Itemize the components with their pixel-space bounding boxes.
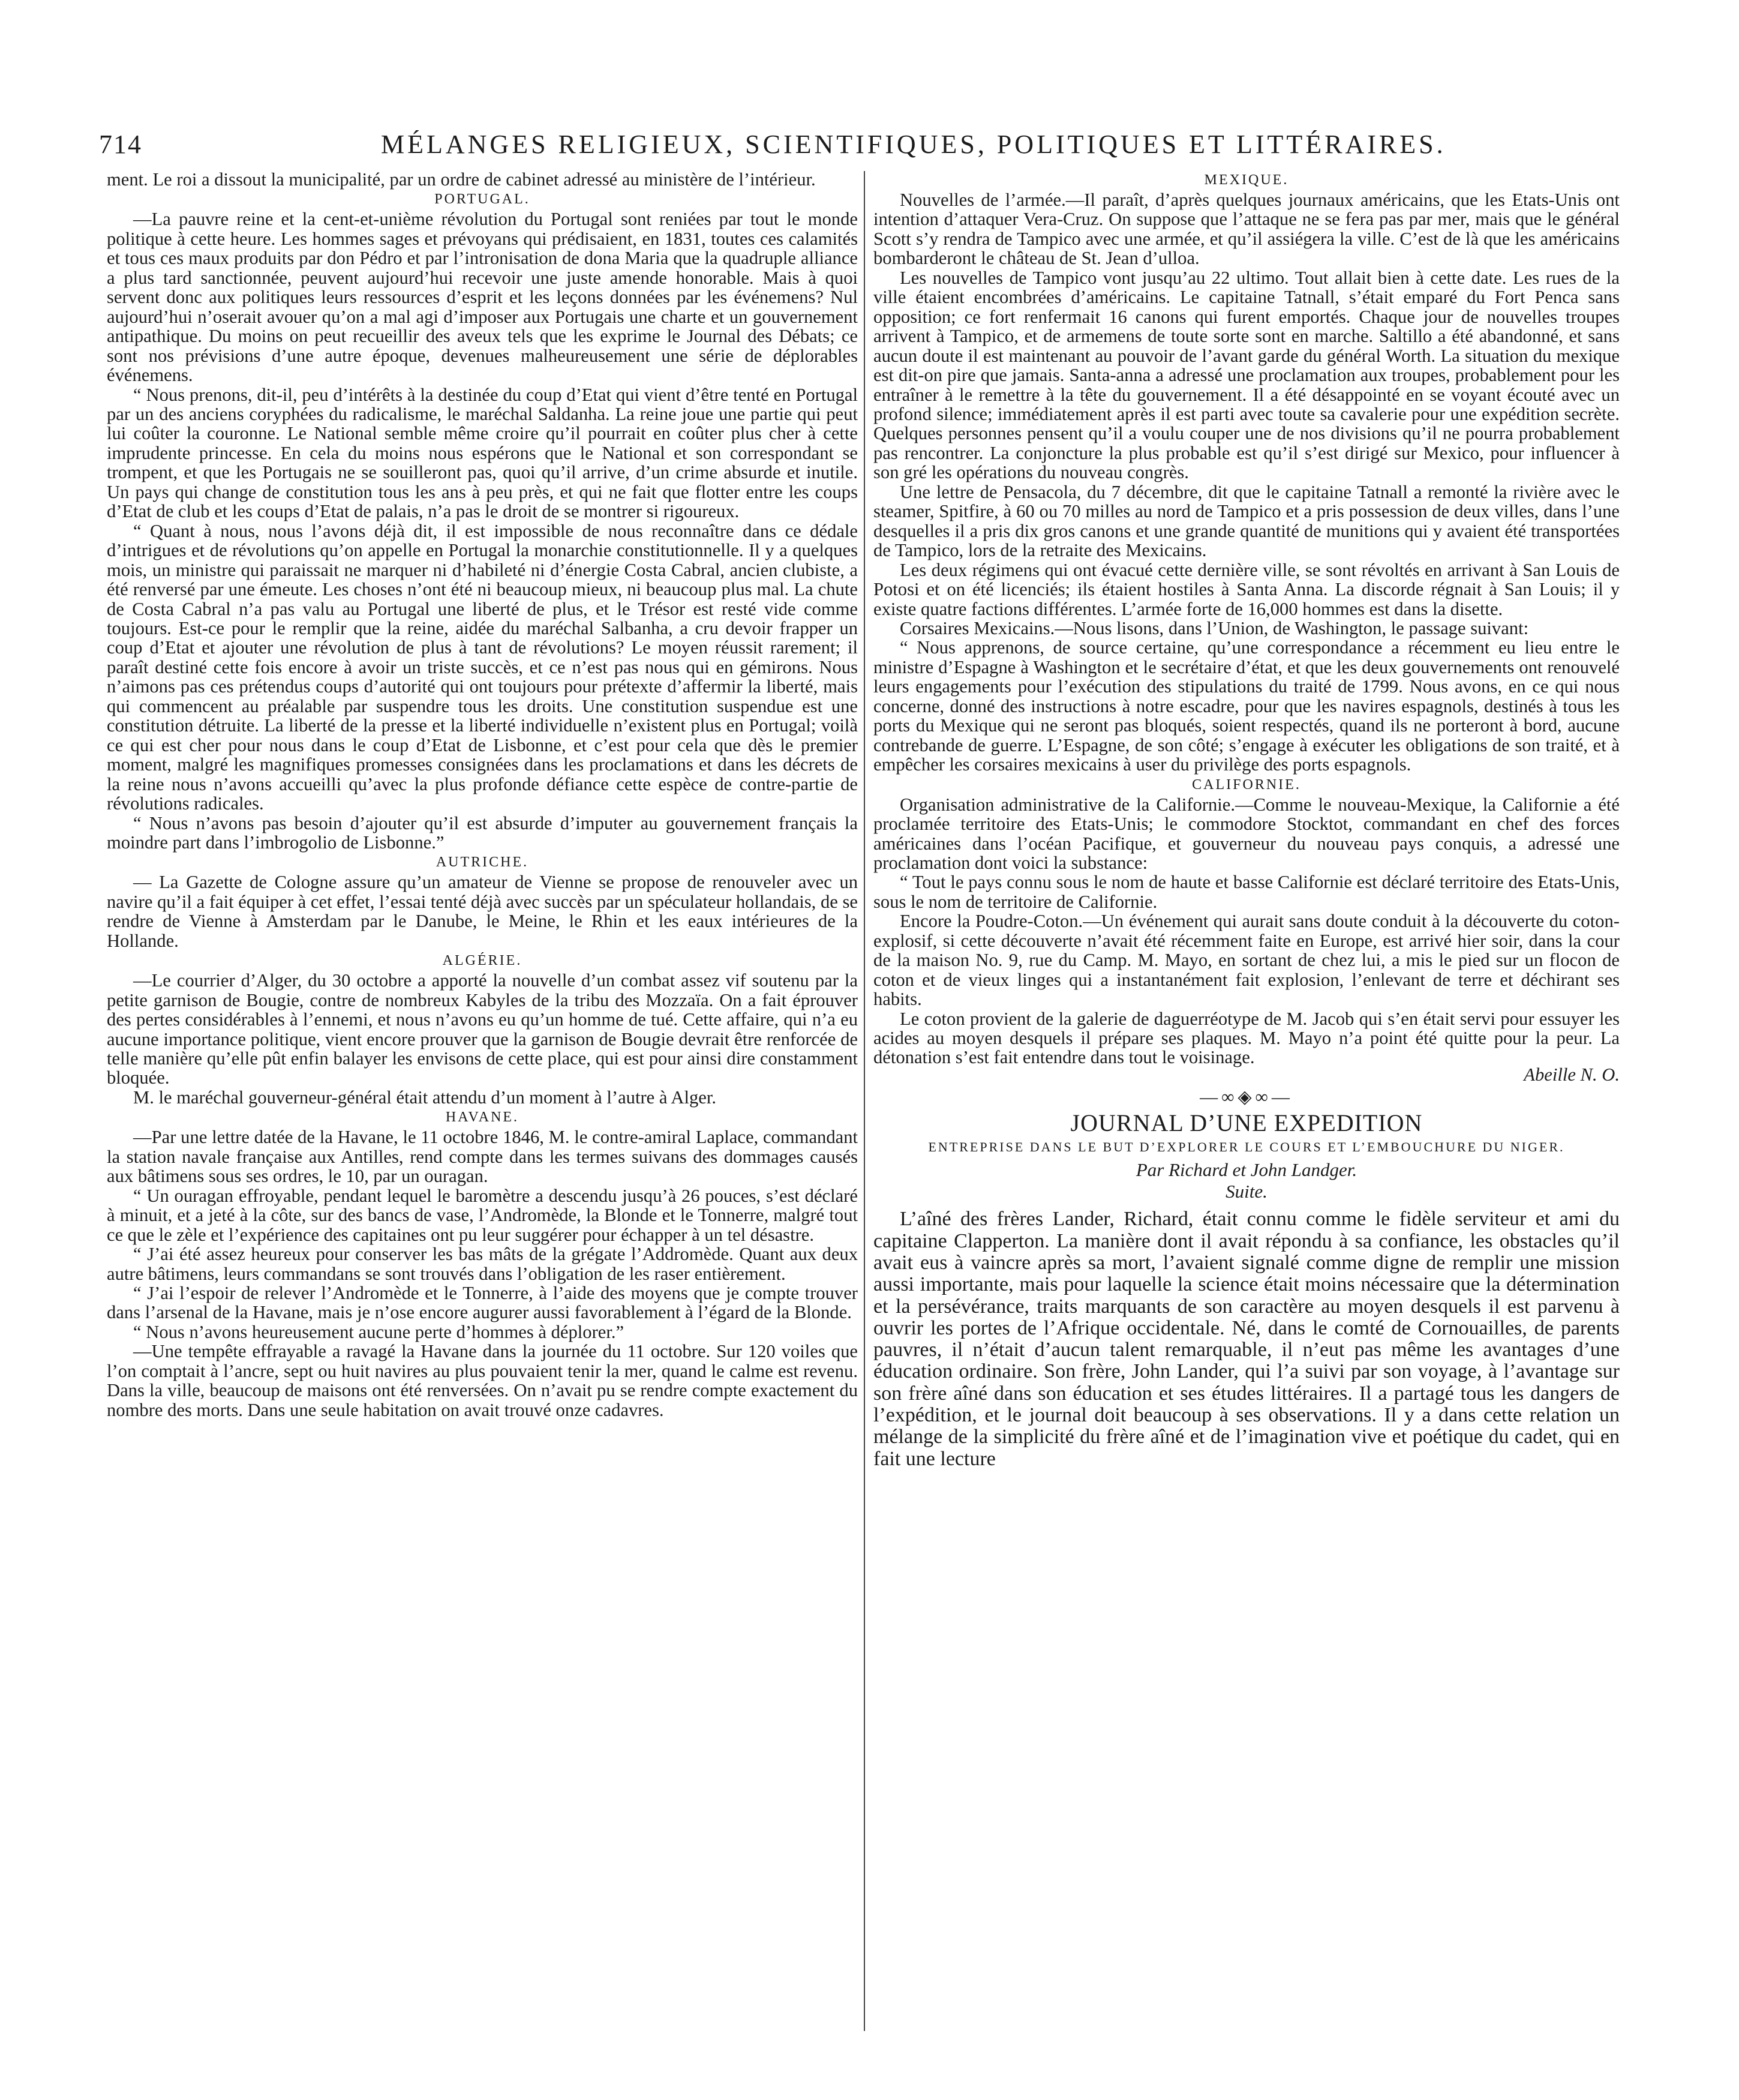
- paragraph: Organisation administrative de la Californie.—Comme le nouveau-Mexique, la Californie a été proclamée territoire des Etats-Unis; le commodore Stocktot, commandant en chef des forces américaines dans l’océan Pacifique, et gouverneur du nouveau pays conquis, a adressé une proclamation dont voici la substance:: [873, 794, 1620, 873]
- paragraph: Une lettre de Pensacola, du 7 décembre, dit que le capitaine Tatnall a remonté la rivière avec le steamer, Spitfire, à 60 ou 70 milles au nord de Tampico et a pris possession de deux villes, dans l’une desquelles il a pris dix gros canons et une grande quantité de munitions qui y avaient été transportées de Tampico, lors de la retraite des Mexicains.: [873, 481, 1620, 561]
- paragraph: —Le courrier d’Alger, du 30 octobre a apporté la nouvelle d’un combat assez vif soutenu par la petite garnison de Bougie, contre de nombreux Kabyles de la tribu des Mozzaïa. On a fait éprouver des pertes considérables à l’ennemi, et nous n’avons eu qu’un homme de tué. Cette affaire, qui n’a eu aucune importance politique, vient encore prouver que la garnison de Bougie devrait être renforcée de telle manière qu’elle pût enfin balayer les envisons de cette place, qui est pour ainsi dire constamment bloquée.: [107, 970, 858, 1088]
- section-heading: PORTUGAL.: [434, 191, 530, 208]
- running-head: [99, 129, 1641, 167]
- section-heading: MEXIQUE.: [1204, 172, 1289, 188]
- section-heading: ALGÉRIE.: [442, 953, 522, 969]
- paragraph: Encore la Poudre-Coton.—Un événement qui aurait sans doute conduit à la découverte du coton-explosif, si cette découverte n’avait été récemment faite en Europe, est arrivé hier soir, dans la cour de la maison No. 9, rue du Camp. M. Mayo, en sortant de chez lui, a mis le pied sur un flocon de coton et de vieux linges qui a instantanément fait explosion, l’enlevant de terre et déchirant ses habits.: [873, 911, 1620, 1010]
- paragraph: Nouvelles de l’armée.—Il paraît, d’après quelques journaux américains, que les Etats-Unis ont intention d’attaquer Vera-Cruz. On suppose que l’attaque ne se fera pas par mer, mais que le général Scott s’y rendra de Tampico avec une armée, et qu’il assiégera la ville. C’est de là que les américains bombarderont le château de St. Jean d’ulloa.: [873, 190, 1620, 269]
- paragraph: —Une tempête effrayable a ravagé la Havane dans la journée du 11 octobre. Sur 120 voiles que l’on comptait à l’ancre, sept ou huit navires au plus pouvaient tenir la mer, quand le calme est revenu. Dans la ville, beaucoup de maisons ont été renversées. On n’avait pu se rendre compte exactement du nombre des morts. Dans une seule habitation on avait trouvé onze cadavres.: [107, 1341, 858, 1420]
- paragraph: “ J’ai été assez heureux pour conserver les bas mâts de la grégate l’Addromède. Quant aux deux autre bâtimens, leurs commandans se sont trouvés dans l’obligation de les raser entièrement.: [107, 1244, 858, 1284]
- source-signature: Abeille N. O.: [1524, 1064, 1620, 1085]
- paragraph: “ Quant à nous, nous l’avons déjà dit, il est impossible de nous reconnaître dans ce dédale d’intrigues et de révolutions qu’on appelle en Portugal la monarchie constitutionnelle. Il y a quelques mois, un ministre qui paraissait ne marquer ni d’habileté ni d’énergie Costa Cabral, ancien clubiste, a été renversé par une émeute. Les choses n’ont été ni beaucoup mieux, ni beaucoup plus mal. La chute de Costa Cabral n’a pas valu au Portugal une liberté de plus, et le Trésor est resté vide comme toujours. Est-ce pour le remplir que la reine, aidée du maréchal Salbanha, a cru devoir frapper un coup d’Etat et ajouter une révolution de plus à tant de révolutions? Le moyen réussit rarement; il paraît destiné cette fois encore à avoir un triste succès, et ce n’est pas nous qui en gémirons. Nous n’aimons pas ces prétendus coups d’autorité qui ont toujours pour prétexte d’affermir la liberté, mais qui commencent au préalable par suspendre tous les droits. Une constitution suspendue est une constitution détruite. La liberté de la presse et la liberté individuelle n’existent plus en Portugal; voilà ce qui est cher pour nous dans le coup d’Etat de Lisbonne, et c’est pour cela que dès le premier moment, malgré les magnifiques promesses consignées dans les proclamations et dans les décrets de la reine nous n’avons accueilli qu’avec la plus profonde défiance cette espèce de contre-partie de révolutions radicales.: [107, 520, 858, 814]
- article-title: JOURNAL D’UNE EXPEDITION: [1070, 1109, 1423, 1137]
- paragraph: “ Nous apprenons, de source certaine, qu’une correspondance a récemment eu lieu entre le ministre d’Espagne à Washington et le secrétaire d’état, et que les deux gouvernements ont renouvelé leurs engagements pour l’exécution des stipulations du traité de 1799. Nous avons, en ce qui nous concerne, donné des instructions à notre escadre, pour que les navires espagnols, destinés à tous les ports du Mexique qui ne seront pas bloqués, soient respectés, quand ils ne porteront à bord, aucune contrebande de guerre. L’Espagne, de son côté; s’engage à exécuter les obligations de son traité, et à empêcher les corsaires mexicains à user du privilège des ports espagnols.: [873, 637, 1620, 775]
- paragraph: “ J’ai l’espoir de relever l’Andromède et le Tonnerre, à l’aide des moyens que je compte trouver dans l’arsenal de la Havane, mais je n’ose encore augurer aussi favorablement à l’égard de la Blonde.: [107, 1283, 858, 1323]
- paragraph: “ Un ouragan effroyable, pendant lequel le baromètre a descendu jusqu’à 26 pouces, s’est déclaré à minuit, et a jeté à la côte, sur des bancs de vase, l’Andromède, la Blonde et le Tonnerre, malgré tout ce que le zèle et l’expérience des capitaines ont pu leur suggérer pour échapper à un tel désastre.: [107, 1185, 858, 1245]
- paragraph: “ Tout le pays connu sous le nom de haute et basse Californie est déclaré territoire des Etats-Unis, sous le nom de territoire de Californie.: [873, 872, 1620, 912]
- article-paragraph: L’aîné des frères Lander, Richard, était connu comme le fidèle serviteur et ami du capitaine Clapperton. La manière dont il avait répondu à sa confiance, les obstacles qu’il avait eus à vaincre après sa mort, l’avaient signalé comme digne de remplir une mission aussi importante, mais pour laquelle la science était moins nécessaire que la détermination et la persévérance, traits marquants de son caractère au moyen desquels il est parvenu à ouvrir les portes de l’Afrique occidentale. Né, dans le comté de Cornouailles, de parents pauvres, il n’était d’aucun talent remarquable, il n’eut pas même les avantages d’une éducation ordinaire. Son frère, John Lander, qui l’a suivi par son voyage, à l’avantage sur son frère aîné dans son éducation et ses études littéraires. Il a partagé tous les dangers de l’expédition, et le journal doit beaucoup à ses observations. Il y a dans cette relation un mélange de la simplicité du frère aîné et de l’imagination vive et poétique du cadet, qui en fait une lecture: [873, 1208, 1620, 1470]
- paragraph: —La pauvre reine et la cent-et-unième révolution du Portugal sont reniées par tout le monde politique à cette heure. Les hommes sages et prévoyans qui prédisaient, en 1831, toutes ces calamités et tous ces maux produits par don Pédro et par l’intronisation de dona Maria que la quadruple alliance a plus tard sanctionnée, peuvent aujourd’hui recevoir une juste amende honorable. Mais à quoi servent donc aux politiques leurs ressources d’esprit et les leçons données par les événemens? Nul aujourd’hui n’oserait avouer qu’on a mal agi d’imposer aux Portugais une charte et un gouvernement antipathique. Du moins on peut recueillir des aveux tels que les exprime le Journal des Débats; ce sont nos prévisions d’une autre époque, devenues malheureusement une série de déplorables événemens.: [107, 209, 858, 386]
- paragraph: “ Nous prenons, dit-il, peu d’intérêts à la destinée du coup d’Etat qui vient d’être tenté en Portugal par un des anciens coryphées du radicalisme, le maréchal Saldanha. La reine joue une partie qui peut lui coûter la couronne. Le National semble même croire qu’il pourrait en coûter plus cher à cette imprudente princesse. En cela du moins nous espérons que le National et son correspondant se trompent, et que les Portugais ne se souilleront pas, quoi qu’il arrive, d’un crime absurde et inutile. Un pays qui change de constitution tous les ans à peu près, et qui ne fait que flotter entre les coups d’Etat de club et les coups d’Etat de palais, n’a pas le droit de se montrer si rigoureux.: [107, 384, 858, 522]
- page-number: 714: [99, 130, 142, 159]
- column-divider: [864, 171, 865, 2031]
- ornament-divider: —∞◈∞—: [1200, 1087, 1293, 1108]
- article-subtitle: ENTREPRISE DANS LE BUT D’EXPLORER LE COURS ET L’EMBOUCHURE DU NIGER.: [928, 1139, 1565, 1155]
- paragraph: Les deux régimens qui ont évacué cette dernière ville, se sont révoltés en arrivant à San Louis de Potosi et on été licenciés; ils étaient hostiles à Santa Anna. La discorde régnait à San Louis; il y existe quatre factions différentes. L’armée forte de 16,000 hommes est dans la disette.: [873, 559, 1620, 619]
- paragraph: Le coton provient de la galerie de daguerréotype de M. Jacob qui s’en était servi pour essuyer les acides au moyen desquels il prépare ses plaques. M. Mayo n’a point été quitte pour la peur. La détonation s’est fait entendre dans tout le voisinage.: [873, 1008, 1620, 1068]
- article-continuation: Suite.: [1226, 1181, 1268, 1202]
- paragraph: Corsaires Mexicains.—Nous lisons, dans l’Union, de Washington, le passage suivant:: [900, 617, 1529, 638]
- section-heading: HAVANE.: [445, 1109, 519, 1126]
- paragraph: M. le maréchal gouverneur-général était attendu d’un moment à l’autre à Alger.: [133, 1087, 717, 1108]
- article-byline: Par Richard et John Landger.: [1136, 1159, 1357, 1181]
- right-column: [873, 170, 1620, 2048]
- paragraph: — La Gazette de Cologne assure qu’un amateur de Vienne se propose de renouveler avec un navire qu’il a fait équiper à cet effet, l’essai tenté déjà avec succès par un spéculateur hollandais, de se rendre de Vienne à Amsterdam par le Danube, le Meine, le Rhin et les eaux intérieures de la Hollande.: [107, 872, 858, 951]
- paragraph: “ Nous n’avons pas besoin d’ajouter qu’il est absurde d’imputer au gouvernement français la moindre part dans l’imbrogolio de Lisbonne.”: [107, 812, 858, 853]
- section-heading: AUTRICHE.: [435, 854, 529, 871]
- paragraph: Les nouvelles de Tampico vont jusqu’au 22 ultimo. Tout allait bien à cette date. Les rues de la ville étaient encombrées d’américains. Le capitaine Tatnall, s’était emparé du Fort Penca sans opposition; ce fort renfermait 16 canons qui furent emportés. Chaque jour de nouvelles troupes arrivent à Tampico, et de armemens de toute sorte sont en marche. Saltillo a été abandonné, et sans aucun doute il est maintenant au pouvoir de l’avant garde du général Worth. La situation du mexique est dit-on pire que jamais. Santa-anna a adressé une proclamation aux troupes, probablement pour les entraîner à le remettre à la tête du gouvernement. Il a été désappointé en se voyant écouté avec un profond silence; immédiatement après il est parti avec toute sa cavalerie pour une expédition secrète. Quelques personnes pensent qu’il a voulu couper une de nos divisions qu’il ne pourra probablement pas rencontrer. La conjoncture la plus probable est qu’il s’est dirigé sur Mexico, pour influencer à son gré les opérations du nouveau congrès.: [873, 267, 1620, 483]
- paragraph: —Par une lettre datée de la Havane, le 11 octobre 1846, M. le contre-amiral Laplace, commandant la station navale française aux Antilles, rend compte dans les termes suivans des dommages causés aux bâtimens sous ses ordres, le 10, par un ouragan.: [107, 1127, 858, 1187]
- paragraph: “ Nous n’avons heureusement aucune perte d’hommes à déplorer.”: [133, 1321, 624, 1342]
- paragraph: ment. Le roi a dissout la municipalité, par un ordre de cabinet adressé au ministère de l’intérieur.: [107, 170, 816, 190]
- left-column: [107, 170, 858, 2048]
- running-title: MÉLANGES RELIGIEUX, SCIENTIFIQUES, POLITIQUES ET LITTÉRAIRES.: [381, 130, 1446, 159]
- section-heading: CALIFORNIE.: [1192, 776, 1301, 793]
